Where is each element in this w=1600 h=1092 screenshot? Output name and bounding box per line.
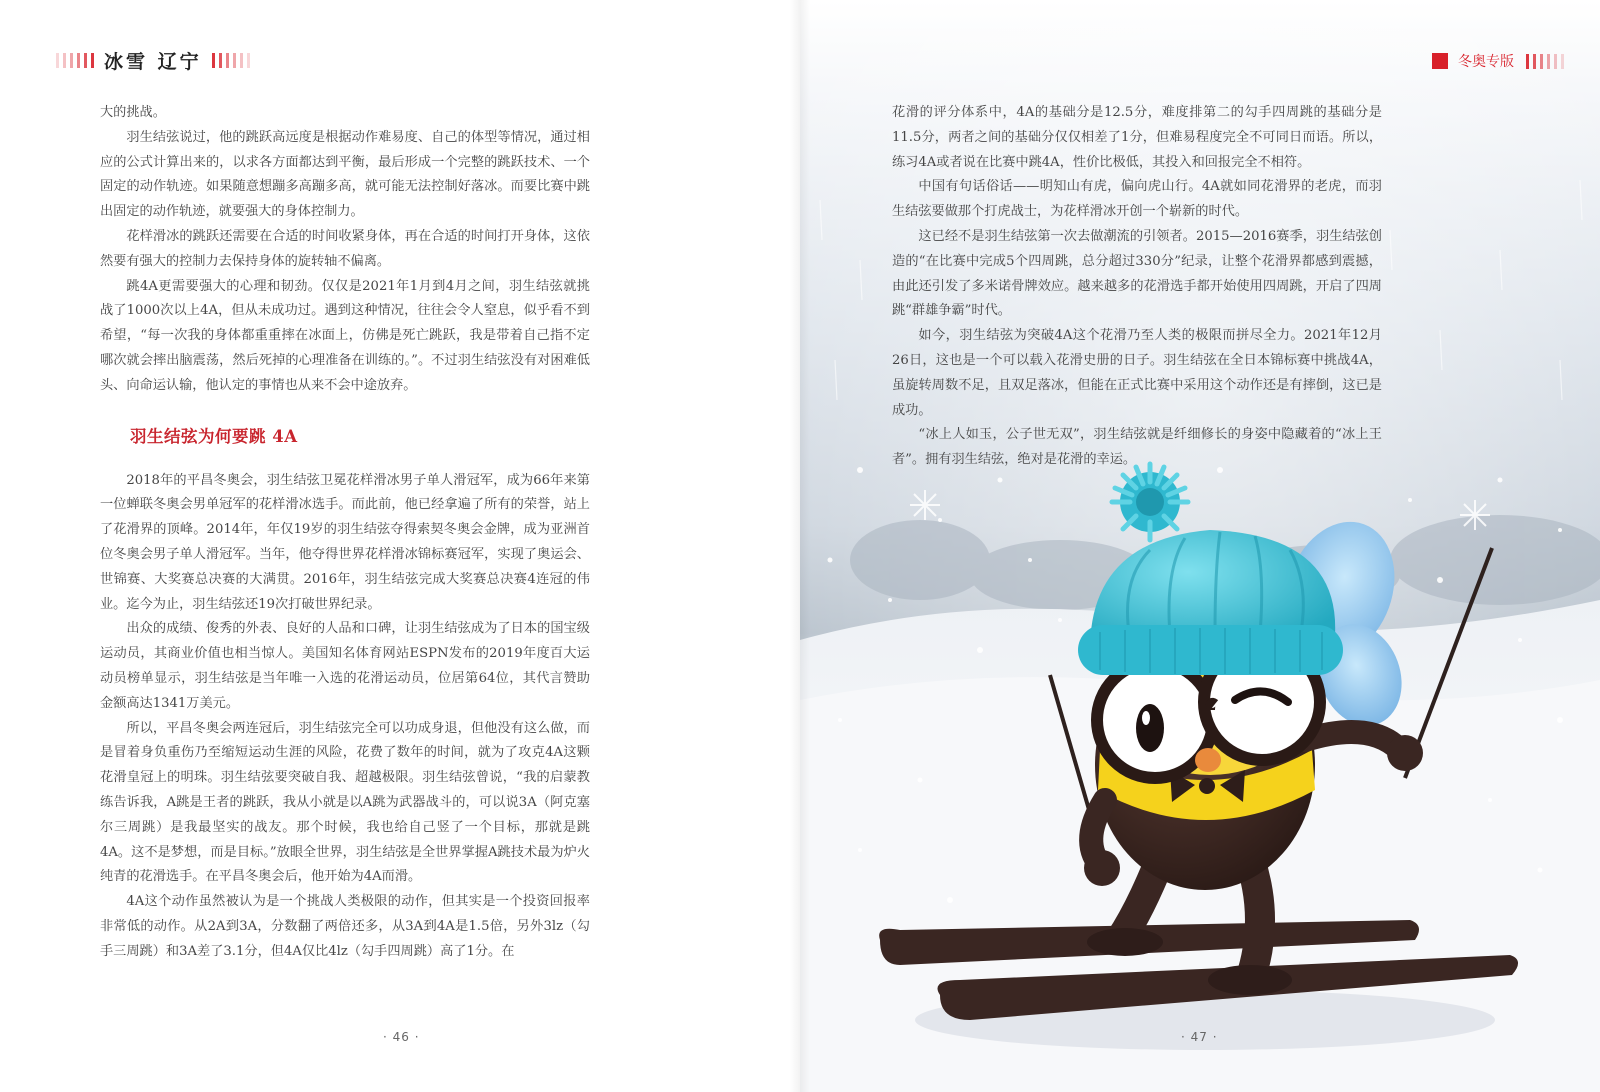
left-header-stripes-left [56, 53, 94, 68]
paragraph: 羽生结弦说过，他的跳跃高远度是根据动作难易度、自己的体型等情况，通过相应的公式计算出来的，以求各方面都达到平衡，最后形成一个完整的跳跃技术、一个固定的动作轨迹。如果随意想蹦多高蹦多高，就可能无法控制好落冰。而要比赛中跳出固定的动作轨迹，就要强大的身体控制力。 [100, 129, 590, 220]
left-header-stripes-right [212, 53, 250, 68]
red-square-icon [1432, 53, 1448, 69]
paragraph: 中国有句话俗话——明知山有虎，偏向虎山行。4A就如同花滑界的老虎，而羽生结弦要做那个打虎战士，为花样滑冰开创一个崭新的时代。 [892, 179, 1382, 220]
page-gutter [790, 0, 810, 1092]
paragraph: 如今，羽生结弦为突破4A这个花滑乃至人类的极限而拼尽全力。2021年12月26日，这也是一个可以载入花滑史册的日子。羽生结弦在全日本锦标赛中挑战4A，虽旋转周数不足，且双足落冰，但能在正式比赛中采用这个动作还是有摔倒，这已是成功。 [892, 328, 1382, 418]
paragraph: 出众的成绩、俊秀的外表、良好的人品和口碑，让羽生结弦成为了日本的国宝级运动员，其商业价值也相当惊人。美国知名体育网站ESPN发布的2019年度百大运动员榜单显示，羽生结弦是当年唯一入选的花滑运动员，位居第64位，其代言赞助金额高达1341万美元。 [100, 621, 590, 711]
paragraph: 4A这个动作虽然被认为是一个挑战人类极限的动作，但其实是一个投资回报率非常低的动作。从2A到3A，分数翻了两倍还多，从3A到4A是1.5倍，另外3lz（勾手三周跳）和3A差了3.1分，但4A仅比4lz（勾手四周跳）高了1分。在 [100, 894, 590, 959]
paragraph: 大的挑战。 [100, 105, 166, 120]
paragraph: 这已经不是羽生结弦第一次去做潮流的引领者。2015—2016赛季，羽生结弦创造的“在比赛中完成5个四周跳，总分超过330分”纪录，让整个花滑界都感到震撼，由此还引发了多米诺骨牌效应。越来越多的花滑选手都开始使用四周跳，开启了四周跳“群雄争霸”时代。 [892, 228, 1382, 319]
edition-label: 冬奥专版 [1458, 54, 1514, 70]
eye-left [1136, 704, 1164, 752]
paragraph: 花样滑冰的跳跃还需要在合适的时间收紧身体，再在合适的时间打开身体，这依然要有强大的控制力去保持身体的旋转轴不偏离。 [100, 228, 590, 269]
page-number-right: · 47 · [1181, 1030, 1218, 1044]
right-header-stripes [1526, 54, 1564, 69]
paragraph: 跳4A更需要强大的心理和韧劲。仅仅是2021年1月到4月之间，羽生结弦就挑战了1000次以上4A，但从未成功过。遇到这种情况，往往会令人窒息，似乎看不到希望，“每一次我的身体都重重摔在冰面上，仿佛是死亡跳跃，我是带着自己指不定哪次就会摔出脑震荡，然后死掉的心理准备在训练的。”。不过羽生结弦没有对困难低头、向命运认输，他认定的事情也从来不会中途放弃。 [100, 278, 590, 393]
page-number-left: · 46 · [383, 1030, 420, 1044]
paragraph: “冰上人如玉，公子世无双”，羽生结弦就是纤细修长的身姿中隐藏着的“冰上王者”。拥有羽生结弦，绝对是花滑的幸运。 [892, 427, 1382, 468]
magazine-title: 冰雪 辽宁 [104, 50, 202, 73]
left-header [56, 48, 250, 72]
paragraph: 所以，平昌冬奥会两连冠后，羽生结弦完全可以功成身退，但他没有这么做，而是冒着身负重伤乃至缩短运动生涯的风险，花费了数年的时间，就为了攻克4A这颗花滑皇冠上的明珠。羽生结弦要突破自我、超越极限。羽生结弦曾说，“我的启蒙教练告诉我，A跳是王者的跳跃，我从小就是以A跳为武器战斗的，可以说3A（阿克塞尔三周跳）是我最坚实的战友。那个时候，我也给自己竖了一个目标，那就是跳4A。这不是梦想，而是目标。”放眼全世界，羽生结弦是全世界掌握A跳技术最为炉火纯青的花滑选手。在平昌冬奥会后，他开始为4A而滑。 [100, 720, 590, 885]
left-text-column [100, 101, 590, 965]
right-header [1432, 50, 1564, 72]
paragraph: 花滑的评分体系中，4A的基础分是12.5分，难度排第二的勾手四周跳的基础分是11.5分，两者之间的基础分仅仅相差了1分，但难易程度完全不可同日而语。所以，练习4A或者说在比赛中跳4A，性价比极低，其投入和回报完全不相符。 [892, 105, 1382, 170]
section-heading: 羽生结弦为何要跳 4A [130, 426, 298, 446]
bee-mascot-skiing-illustration [800, 420, 1600, 1092]
right-text-column [892, 101, 1382, 473]
hat-brim [1078, 625, 1343, 675]
pom-pom [1112, 464, 1188, 540]
paragraph: 2018年的平昌冬奥会，羽生结弦卫冕花样滑冰男子单人滑冠军，成为66年来第一位蝉联冬奥会男单冠军的花样滑冰选手。而此前，他已经拿遍了所有的荣誉，站上了花滑界的顶峰。2014年，年仅19岁的羽生结弦夺得索契冬奥会金牌，成为亚洲首位冬奥会男子单人滑冠军。当年，他夺得世界花样滑冰锦标赛冠军，实现了奥运会、世锦赛、大奖赛总决赛的大满贯。2016年，羽生结弦完成大奖赛总决赛4连冠的伟业。迄今为止，羽生结弦还19次打破世界纪录。 [100, 472, 590, 612]
